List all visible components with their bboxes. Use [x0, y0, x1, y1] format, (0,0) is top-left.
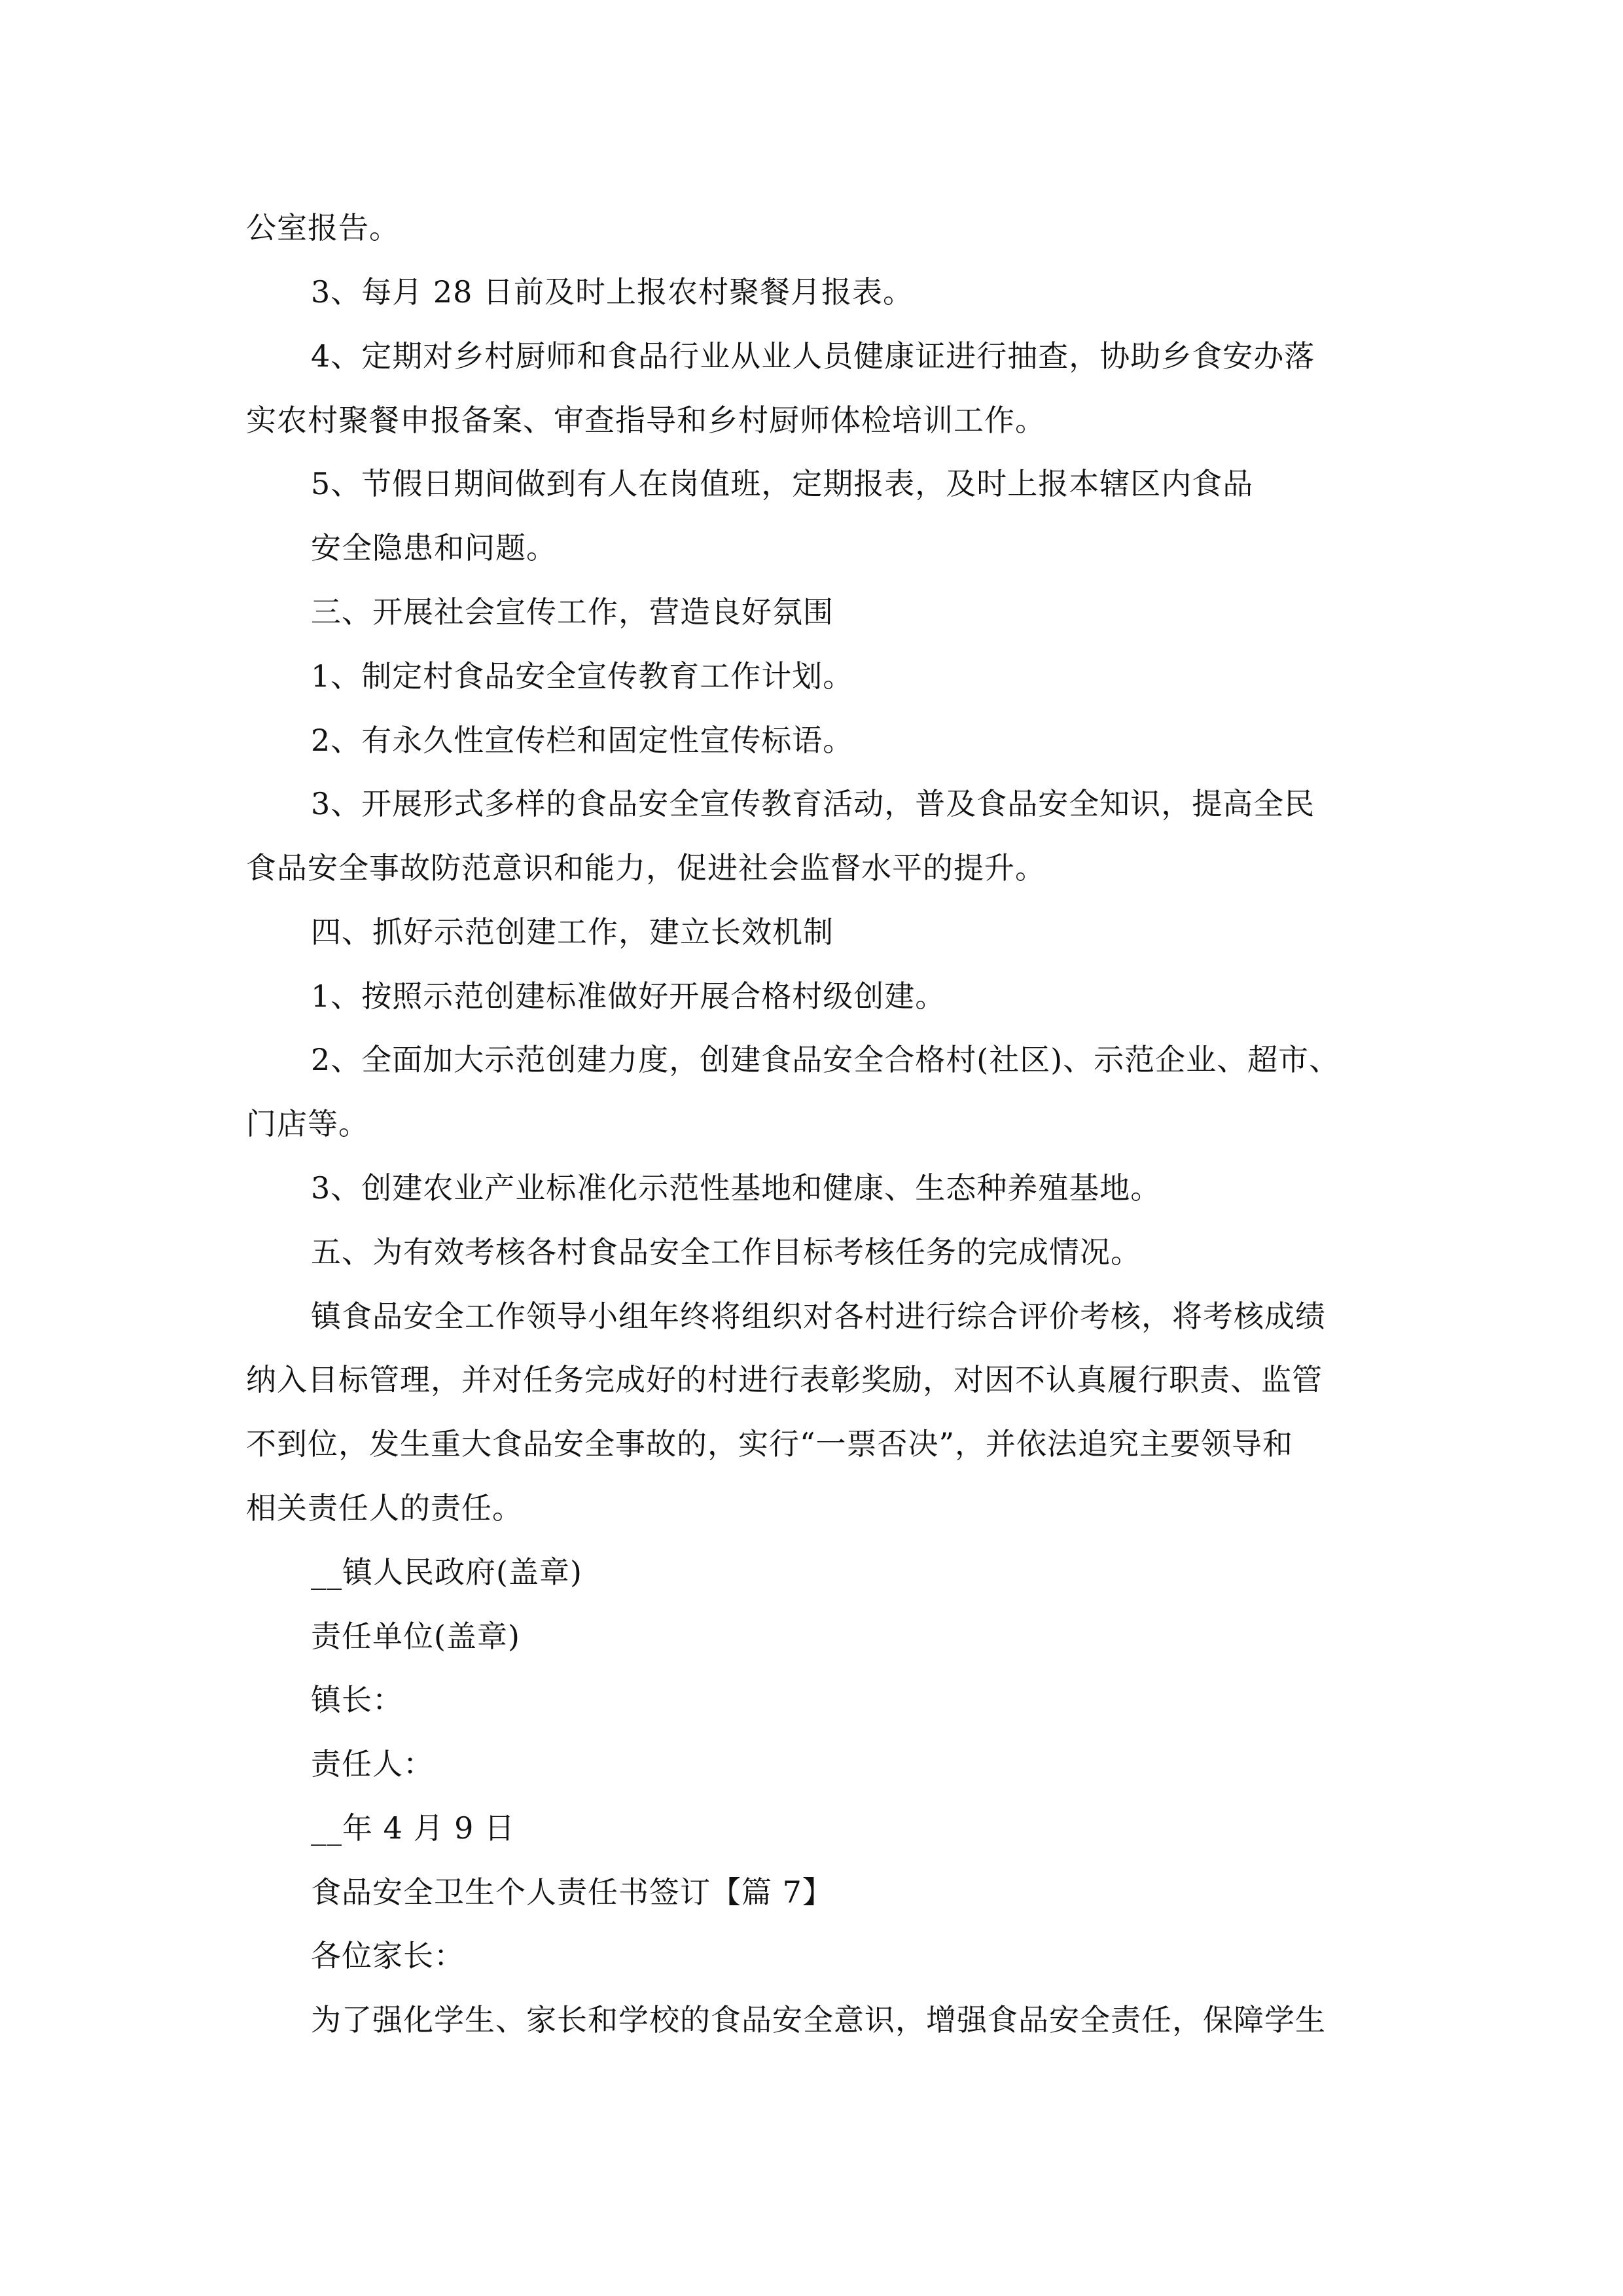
- signature-government: __镇人民政府(盖章): [311, 1554, 582, 1590]
- signature-unit: 责任单位(盖章): [311, 1619, 520, 1654]
- text-line-8: 1、制定村食品安全宣传教育工作计划。: [311, 658, 854, 694]
- section-heading-3: 三、开展社会宣传工作，营造良好氛围: [311, 594, 834, 630]
- signature-mayor: 镇长：: [311, 1682, 403, 1717]
- text-line-10: 3、开展形式多样的食品安全宣传教育活动，普及食品安全知识，提高全民: [311, 786, 1315, 821]
- text-line-9: 2、有永久性宣传栏和固定性宣传标语。: [311, 723, 854, 758]
- text-line-29: 为了强化学生、家长和学校的食品安全意识，增强食品安全责任，保障学生: [311, 2002, 1326, 2037]
- salutation: 各位家长：: [311, 1938, 465, 1973]
- signature-date: __年 4 月 9 日: [311, 1810, 516, 1846]
- text-line-11: 食品安全事故防范意识和能力，促进社会监督水平的提升。: [246, 850, 1046, 886]
- text-line-3: 4、定期对乡村厨师和食品行业从业人员健康证进行抽查，协助乡食安办落: [311, 338, 1315, 374]
- section-heading-5: 五、为有效考核各村食品安全工作目标考核任务的完成情况。: [311, 1234, 1141, 1270]
- text-line-15: 门店等。: [246, 1106, 369, 1141]
- text-line-1: 公室报告。: [246, 210, 400, 245]
- text-line-13: 1、按照示范创建标准做好开展合格村级创建。: [311, 978, 946, 1014]
- text-line-16: 3、创建农业产业标准化示范性基地和健康、生态种养殖基地。: [311, 1170, 1162, 1206]
- article-title: 食品安全卫生个人责任书签订【篇 7】: [311, 1874, 833, 1910]
- text-line-19: 纳入目标管理，并对任务完成好的村进行表彰奖励，对因不认真履行职责、监管: [246, 1362, 1323, 1397]
- text-line-5: 5、节假日期间做到有人在岗值班，定期报表，及时上报本辖区内食品: [311, 466, 1254, 501]
- text-line-6: 安全隐患和问题。: [311, 530, 557, 565]
- text-line-2: 3、每月 28 日前及时上报农村聚餐月报表。: [311, 274, 914, 310]
- section-heading-4: 四、抓好示范创建工作，建立长效机制: [311, 914, 834, 950]
- text-line-18: 镇食品安全工作领导小组年终将组织对各村进行综合评价考核，将考核成绩: [311, 1299, 1326, 1334]
- text-line-20: 不到位，发生重大食品安全事故的，实行“一票否决”，并依法追究主要领导和: [246, 1426, 1294, 1462]
- signature-responsible-person: 责任人：: [311, 1746, 434, 1782]
- text-line-14: 2、全面加大示范创建力度，创建食品安全合格村(社区)、示范企业、超市、: [311, 1042, 1340, 1077]
- text-line-4: 实农村聚餐申报备案、审查指导和乡村厨师体检培训工作。: [246, 403, 1046, 438]
- text-line-21: 相关责任人的责任。: [246, 1490, 523, 1526]
